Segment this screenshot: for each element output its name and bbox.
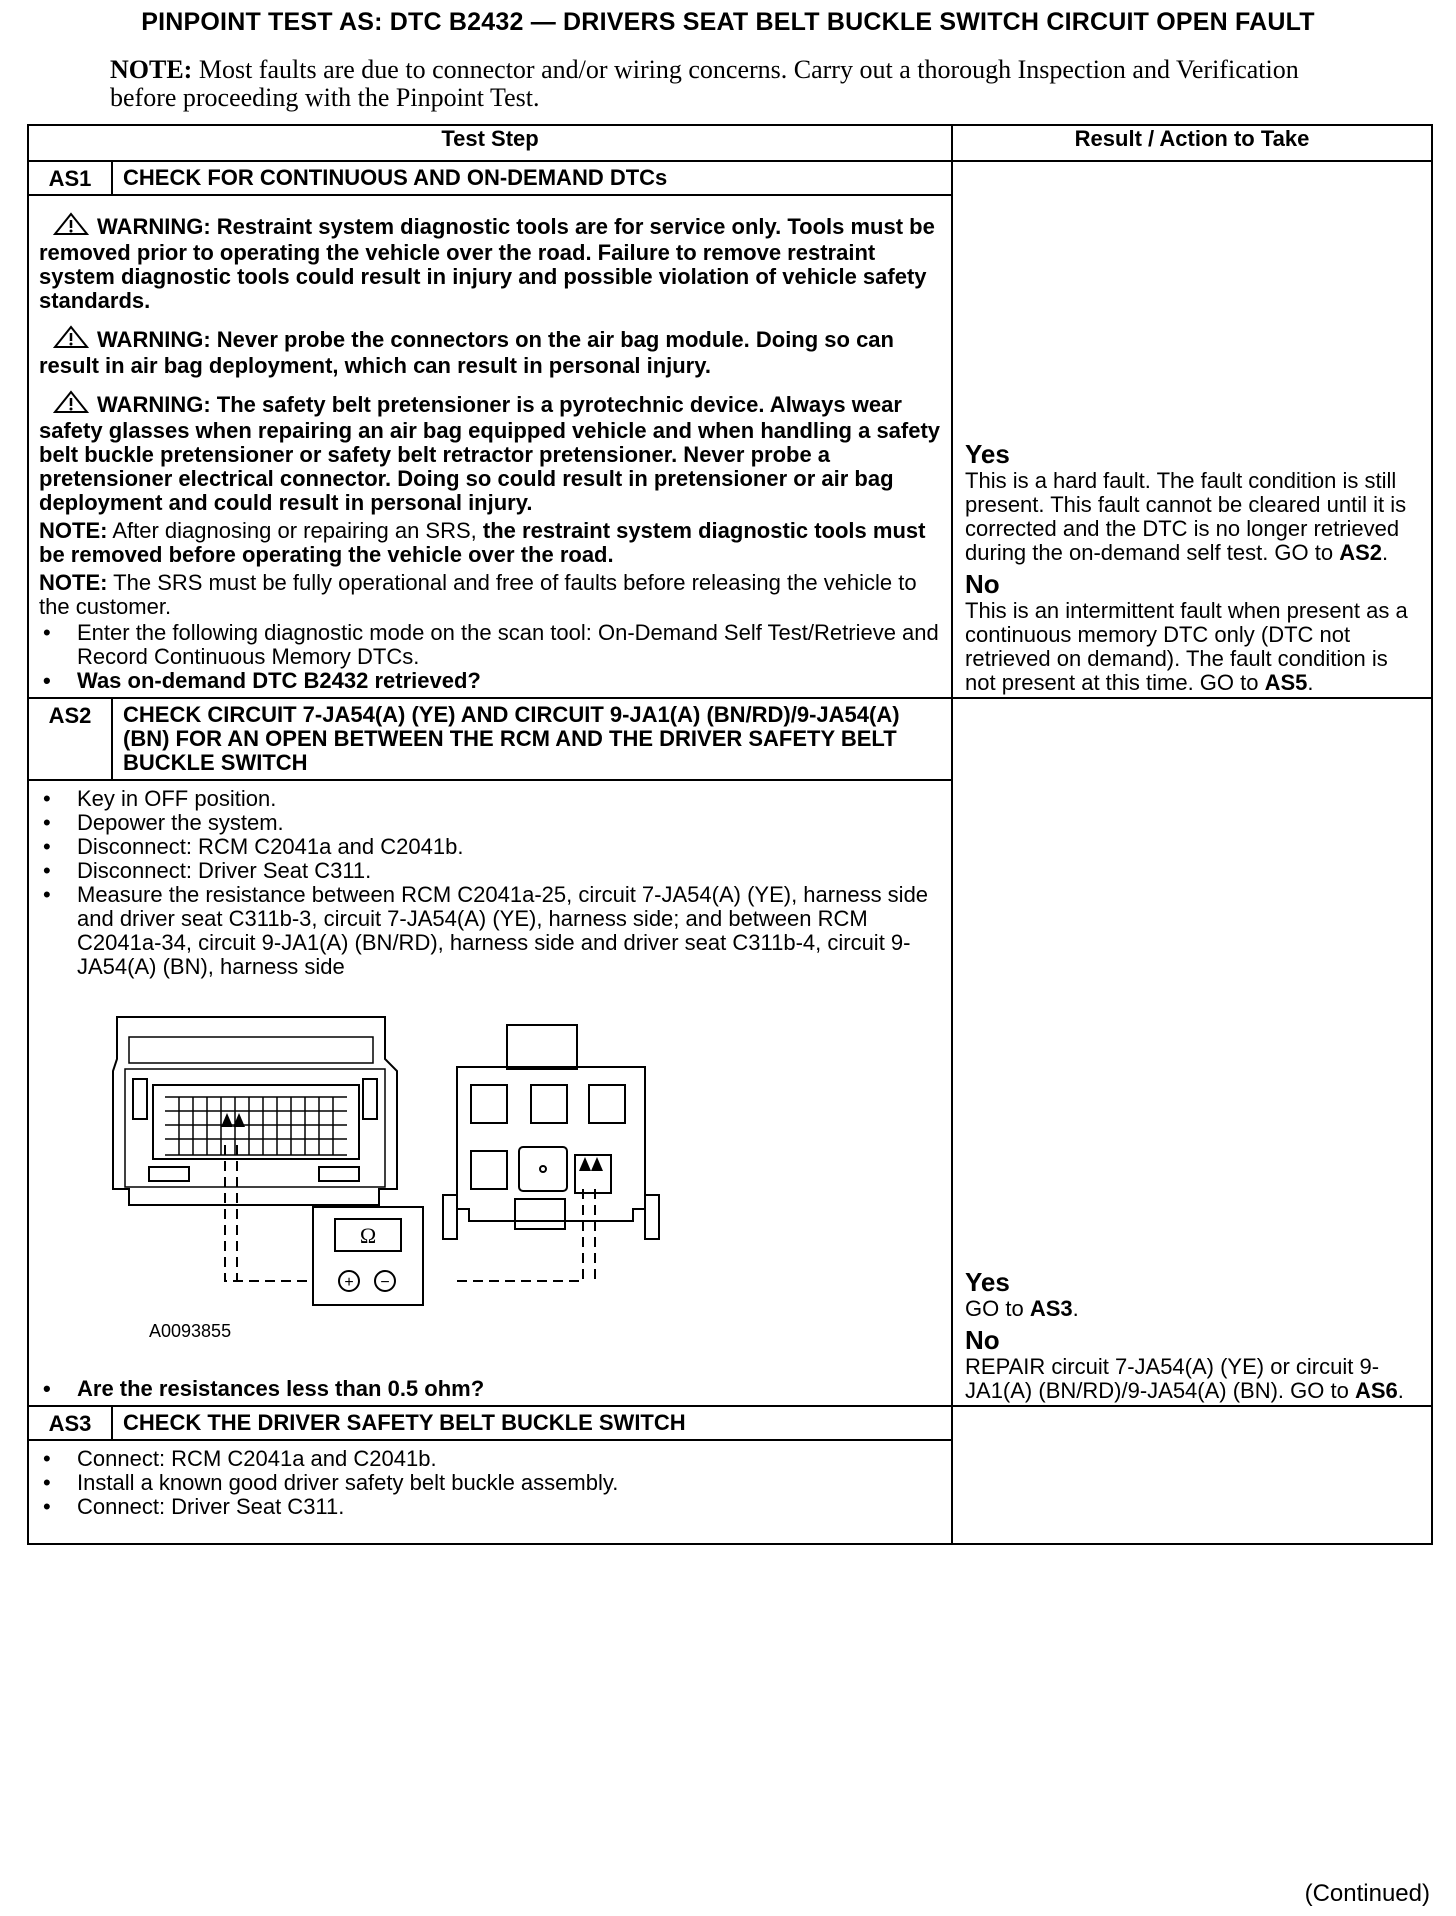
warning-icon	[53, 212, 89, 241]
step-row-as2	[28, 698, 1432, 780]
note-label: NOTE:	[39, 570, 108, 595]
result-yes-text: GO to AS3.	[965, 1296, 1079, 1321]
as2-bullets	[39, 787, 941, 979]
step-name-as1: CHECK FOR CONTINUOUS AND ON-DEMAND DTCs	[112, 161, 952, 195]
as3-bullets	[39, 1447, 941, 1519]
step-body-as2	[28, 780, 952, 1406]
step-body-as1	[28, 195, 952, 698]
warning-icon	[53, 325, 89, 354]
as1-note-2	[39, 571, 941, 619]
step-name-as3: CHECK THE DRIVER SAFETY BELT BUCKLE SWITCH	[112, 1406, 952, 1440]
step-body-as3	[28, 1440, 952, 1544]
result-yes-label: Yes	[965, 1267, 1010, 1297]
list-item: • Disconnect: Driver Seat C311.	[39, 859, 941, 883]
step-row-as3	[28, 1406, 1432, 1440]
pinpoint-table	[27, 124, 1433, 1545]
as1-note-1	[39, 519, 941, 567]
continued-label: (Continued)	[1304, 1880, 1430, 1907]
list-item: • Measure the resistance between RCM C2041a-25, circuit 7-JA54(A) (YE), harness side and driver seat C311b-3, circuit 7-JA54(A) (YE), harness side; and between RCM C2041a-34, circuit 9-JA1(A) (BN/RD), harness side and driver seat C311b-4, circuit 9-JA54(A) (BN), harness side	[39, 883, 941, 979]
seat-connector-drawing	[443, 1025, 659, 1239]
step-name-as2: CHECK CIRCUIT 7-JA54(A) (YE) AND CIRCUIT 9-JA1(A) (BN/RD)/9-JA54(A) (BN) FOR AN OPEN BETWEEN THE RCM AND THE DRIVER SAFETY BELT BUCKLE SWITCH	[112, 698, 952, 780]
list-item: • Depower the system.	[39, 811, 941, 835]
figure-id: A0093855	[149, 1321, 232, 1341]
result-no-body: REPAIR circuit 7-JA54(A) (YE) or circuit 9-JA1(A) (BN/RD)/9-JA54(A) (BN). GO to	[965, 1354, 1380, 1403]
note-label: NOTE:	[39, 518, 108, 543]
warning-3	[39, 390, 941, 515]
page-title: PINPOINT TEST AS: DTC B2432 — DRIVERS SEAT BELT BUCKLE SWITCH CIRCUIT OPEN FAULT	[141, 8, 1315, 36]
as2-question	[39, 1377, 941, 1401]
result-yes-body: GO to	[965, 1296, 1030, 1321]
result-no-label: No	[965, 569, 1000, 599]
goto-as2-link[interactable]: AS2	[1339, 540, 1383, 565]
warning-3-text: WARNING: The safety belt pretensioner is a pyrotechnic device. Always wear safety glasses when repairing an air bag equipped vehicle and when handling a safety belt buckle pretensioner or safety belt retractor pretensioner. Never probe a pretensioner electrical connector. Doing so could result in pretensioner or air bag deployment and could result in personal injury.	[39, 392, 941, 515]
plus-symbol: +	[344, 1274, 354, 1291]
step-id-as2: AS2	[28, 698, 112, 780]
col-header-result: Result / Action to Take	[952, 125, 1432, 161]
result-as1	[952, 161, 1432, 698]
list-item-question: • Was on-demand DTC B2432 retrieved?	[39, 669, 941, 693]
list-item-question: • Are the resistances less than 0.5 ohm?	[39, 1377, 941, 1401]
note-text: Most faults are due to connector and/or wiring concerns. Carry out a thorough Inspection and Verification before proceeding with the Pinpoint Test.	[110, 55, 1299, 112]
table-header-row	[28, 125, 1432, 161]
note-label: NOTE:	[110, 55, 193, 84]
warning-1	[39, 212, 941, 313]
goto-as6-link[interactable]: AS6	[1354, 1378, 1398, 1403]
warning-icon	[53, 390, 89, 419]
intro-note	[110, 56, 1310, 112]
result-no-text: REPAIR circuit 7-JA54(A) (YE) or circuit 9-JA1(A) (BN/RD)/9-JA54(A) (BN). GO to AS6.	[965, 1354, 1404, 1403]
step-row-as1	[28, 161, 1432, 195]
list-item: • Connect: RCM C2041a and C2041b.	[39, 1447, 941, 1471]
warning-2-text: WARNING: Never probe the connectors on the air bag module. Doing so can result in air bag deployment, which can result in personal injury.	[39, 327, 894, 378]
list-item: • Enter the following diagnostic mode on the scan tool: On-Demand Self Test/Retrieve and Record Continuous Memory DTCs.	[39, 621, 941, 669]
goto-as5-link[interactable]: AS5	[1264, 670, 1308, 695]
result-yes-text: This is a hard fault. The fault condition is still present. This fault cannot be cleared until it is corrected and the DTC is no longer retrieved during the on-demand self test. GO to AS2.	[965, 468, 1407, 565]
result-no-label: No	[965, 1325, 1000, 1355]
note-text: The SRS must be fully operational and free of faults before releasing the vehicle to the customer.	[39, 570, 917, 619]
list-item: • Key in OFF position.	[39, 787, 941, 811]
connector-diagram	[109, 1009, 729, 1369]
as1-bullets	[39, 621, 941, 693]
result-yes-label: Yes	[965, 439, 1010, 469]
rcm-pin-grid	[165, 1097, 347, 1155]
warning-2	[39, 325, 941, 378]
note-text: After diagnosing or repairing an SRS,	[107, 518, 483, 543]
result-yes-body: This is a hard fault. The fault condition is still present. This fault cannot be cleared until it is corrected and the DTC is no longer retrieved during the on-demand self test. GO to	[965, 468, 1407, 565]
result-as2	[952, 698, 1432, 1406]
ohmmeter-drawing	[313, 1207, 423, 1305]
ohm-symbol: Ω	[359, 1223, 377, 1248]
list-item: • Disconnect: RCM C2041a and C2041b.	[39, 835, 941, 859]
warning-1-text: WARNING: Restraint system diagnostic tools are for service only. Tools must be removed prior to operating the vehicle over the road. Failure to remove restraint system diagnostic tools could result in injury and possible violation of vehicle safety standards.	[39, 214, 935, 313]
minus-symbol: −	[380, 1274, 390, 1291]
result-no-body: This is an intermittent fault when present as a continuous memory DTC only (DTC not retrieved on demand). The fault condition is not present at this time. GO to	[965, 598, 1408, 695]
col-header-test-step: Test Step	[28, 125, 952, 161]
list-item: • Install a known good driver safety belt buckle assembly.	[39, 1471, 941, 1495]
result-as3	[952, 1406, 1432, 1544]
note-bold-text: the restraint system diagnostic tools must be removed before operating the vehicle over the road.	[39, 518, 926, 567]
step-id-as3: AS3	[28, 1406, 112, 1440]
list-item: • Connect: Driver Seat C311.	[39, 1495, 941, 1519]
result-no-text: This is an intermittent fault when present as a continuous memory DTC only (DTC not retrieved on demand). The fault condition is not present at this time. GO to AS5.	[965, 598, 1408, 695]
goto-as3-link[interactable]: AS3	[1029, 1296, 1073, 1321]
step-id-as1: AS1	[28, 161, 112, 195]
